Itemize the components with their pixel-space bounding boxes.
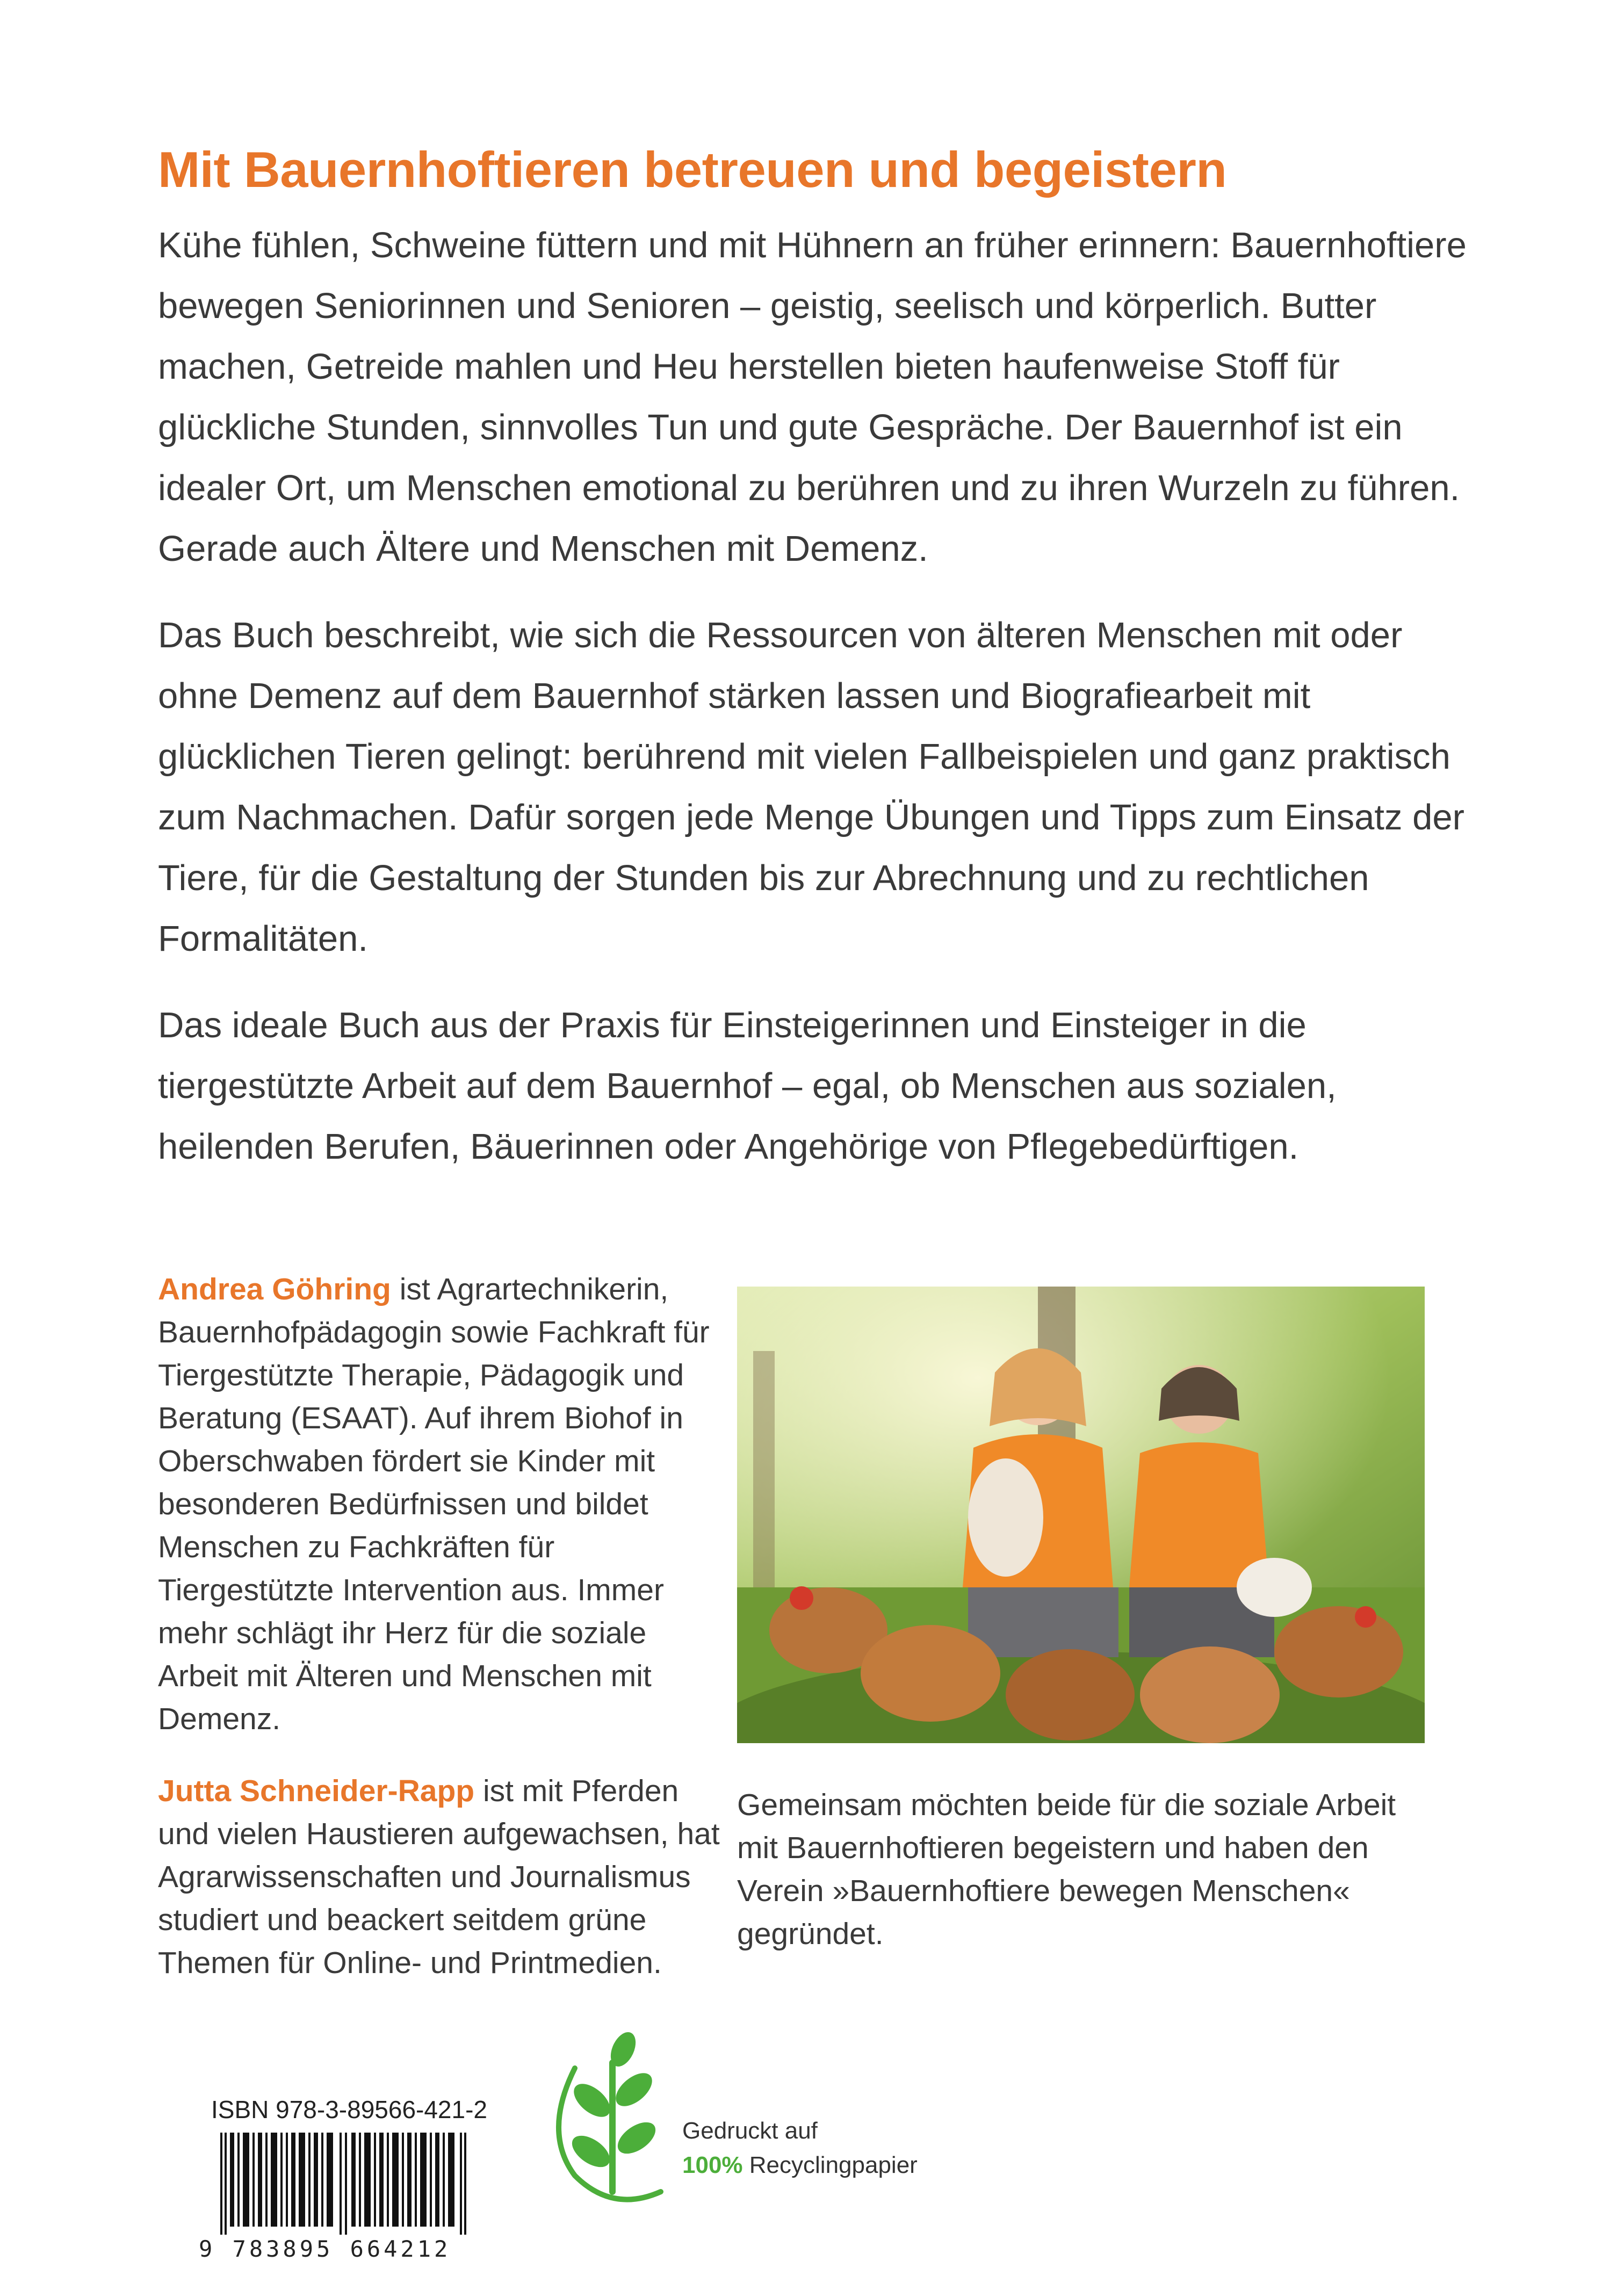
author-name-schneider-rapp: Jutta Schneider-Rapp: [158, 1774, 475, 1808]
isbn-label: ISBN 978-3-89566-421-2: [211, 2096, 487, 2123]
recycling-line-1: Gedruckt auf: [682, 2118, 818, 2144]
recycling-percent: 100%: [682, 2152, 743, 2178]
author-text-goehring: ist Agrartechnikerin, Bauernhofpädagogin sowie Fachkraft für Tiergestützte Therapie, Pädagogik und Beratung (ESAAT). Auf ihrem Biohof in Oberschwaben fördert sie Kinder mit besonderen Bedürfnissen und bildet Menschen zu Fachkräften für Tiergestützte Intervention aus. Immer mehr schlägt ihr Herz für die soziale Arbeit mit Älteren und Menschen mit Demenz.: [158, 1272, 710, 1736]
author-photo: [737, 1287, 1425, 1743]
author-text-schneider-rapp: ist mit Pferden und vielen Haustieren aufgewachsen, hat Agrarwissenschaften und Journalismus studiert und beackert seitdem grüne Themen für Online- und Printmedien.: [158, 1774, 720, 1980]
page-heading: Mit Bauernhoftieren betreuen und begeistern: [158, 141, 1227, 198]
author-bios: [158, 1268, 722, 2013]
intro-paragraph-2: Das Buch beschreibt, wie sich die Ressourcen von älteren Menschen mit oder ohne Demenz auf dem Bauernhof stärken lassen und Biografiearbeit mit glücklichen Tieren gelingt: berührend mit vielen Fallbeispielen und ganz praktisch zum Nachmachen. Dafür sorgen jede Menge Übungen und Tipps zum Einsatz der Tiere, für die Gestaltung der Stunden bis zur Abrechnung und zu rechtlichen Formalitäten.: [158, 615, 1464, 959]
intro-text: [158, 215, 1469, 1203]
author-bio-goehring: [158, 1268, 722, 1740]
photo-caption: Gemeinsam möchten beide für die soziale Arbeit mit Bauernhoftieren begeistern und haben den Verein »Bauernhoftiere bewegen Menschen« gegründet.: [737, 1788, 1396, 1951]
barcode-digits: 9 783895 664212: [199, 2236, 451, 2262]
recycling-line-2: [682, 2148, 918, 2183]
intro-paragraph-3: Das ideale Buch aus der Praxis für Einsteigerinnen und Einsteiger in die tiergestützte Arbeit auf dem Bauernhof – egal, ob Menschen aus sozialen, heilenden Berufen, Bäuerinnen oder Angehörige von Pflegebedürftigen.: [158, 1005, 1337, 1167]
recycling-leaf-icon: [543, 2031, 682, 2208]
intro-paragraph-1: Kühe fühlen, Schweine füttern und mit Hühnern an früher erinnern: Bauernhoftiere bewegen Seniorinnen und Senioren – geistig, seelisch und körperlich. Butter machen, Getreide mahlen und Heu herstellen bieten haufenweise Stoff für glückliche Stunden, sinnvolles Tun und gute Gespräche. Der Bauernhof ist ein idealer Ort, um Menschen emotional zu berühren und zu ihren Wurzeln zu führen. Gerade auch Ältere und Menschen mit Demenz.: [158, 225, 1467, 569]
author-bio-schneider-rapp: [158, 1769, 722, 1984]
barcode-bars: [199, 2133, 500, 2235]
author-name-goehring: Andrea Göhring: [158, 1272, 391, 1306]
recycling-note: [682, 2114, 918, 2183]
recycling-paper-label: Recyclingpapier: [742, 2152, 918, 2178]
